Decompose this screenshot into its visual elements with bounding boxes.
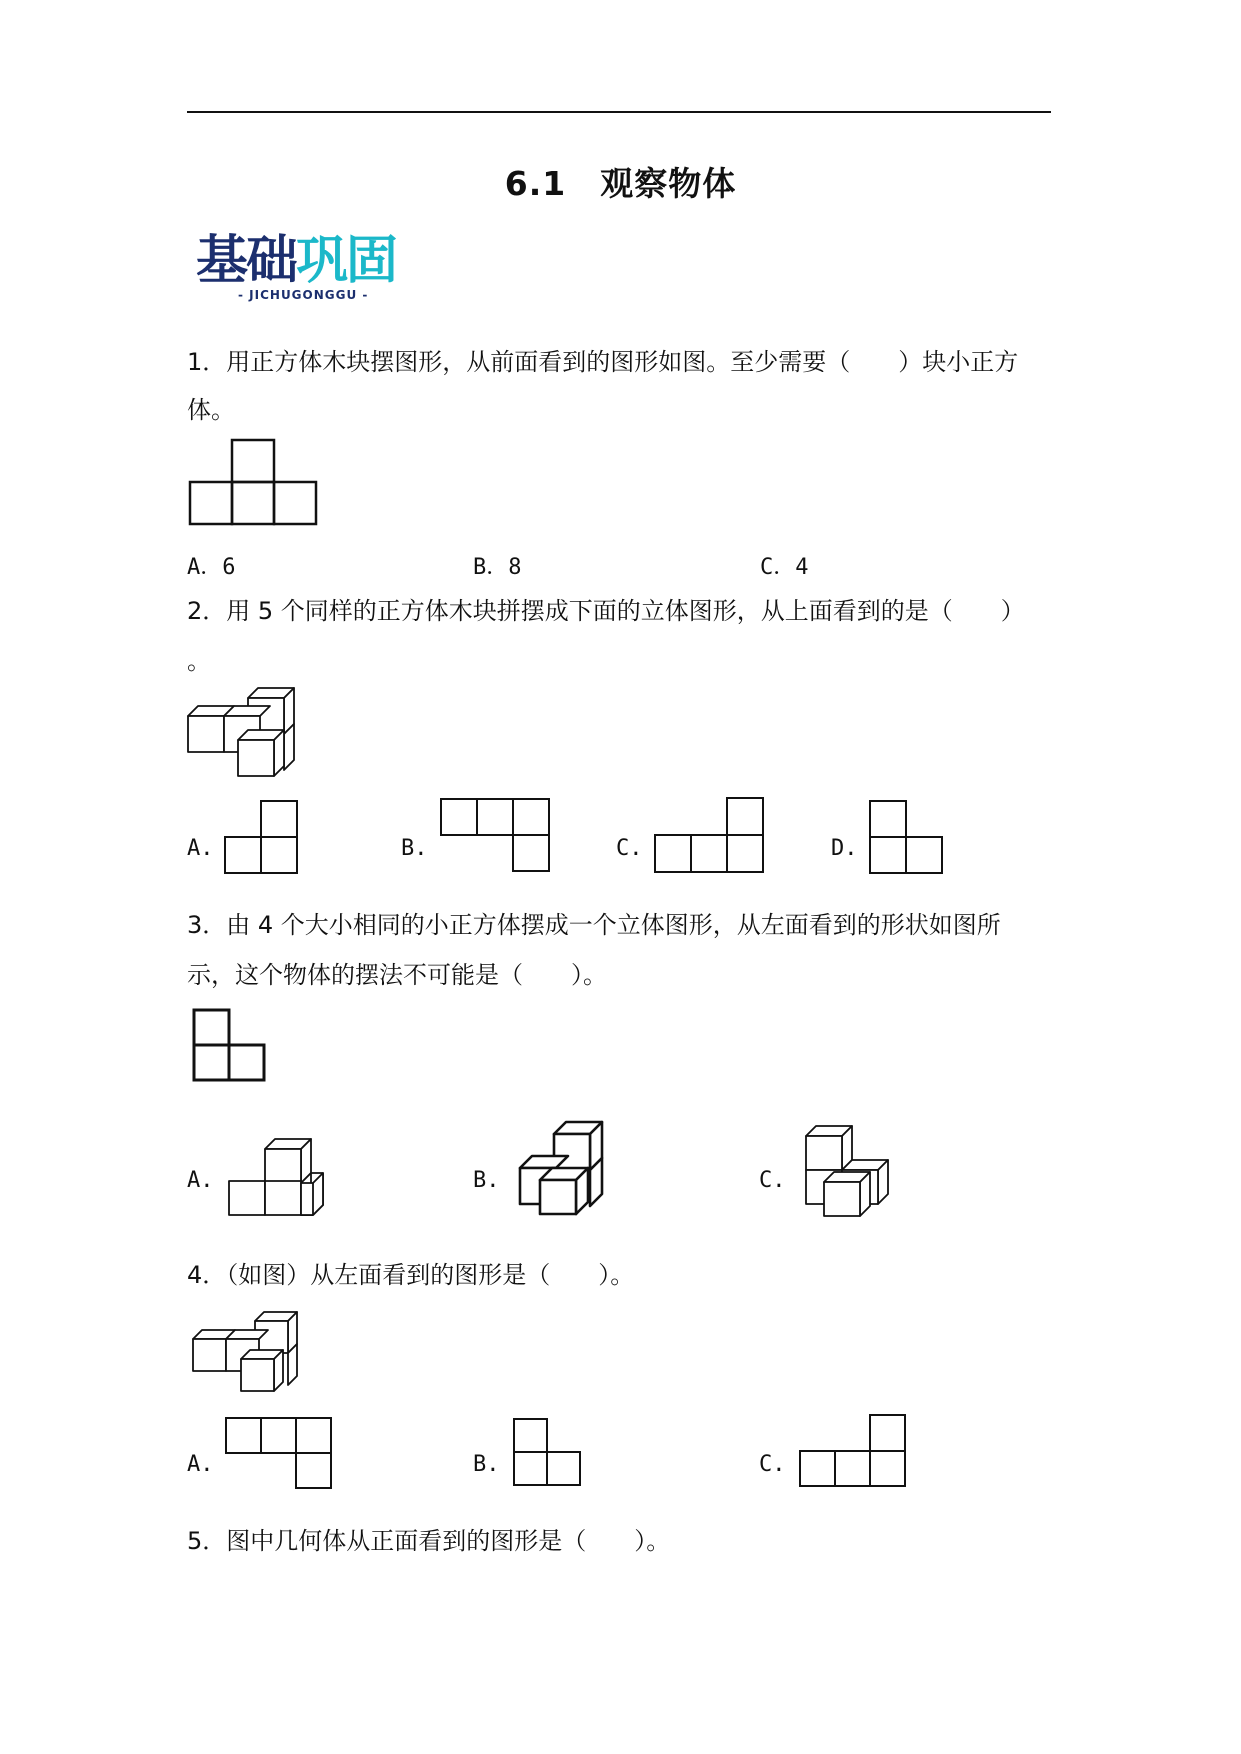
question-text: 由 4 个大小相同的小正方体摆成一个立体图形，从左面看到的形状如图所 (226, 911, 1001, 939)
q3-left-view-figure (192, 1008, 266, 1082)
badge-subtitle: - JICHUGONGGU - (238, 288, 369, 302)
q3-option-a-figure[interactable] (228, 1137, 328, 1219)
q4-option-a[interactable]: A. (187, 1452, 214, 1477)
q2-option-a-figure[interactable] (224, 800, 300, 876)
question-1-line-2: 体。 (187, 396, 235, 424)
q1-option-c[interactable]: C．4 (760, 555, 809, 580)
q4-option-c-figure[interactable] (799, 1414, 909, 1488)
question-3-line-1 (187, 900, 1001, 950)
question-text: （如图）从左面看到的图形是（ ）。 (226, 1261, 635, 1289)
question-1-line-1 (187, 337, 1018, 387)
badge-text-dark: 基础 (196, 231, 297, 291)
question-3-line-2: 示，这个物体的摆法不可能是（ ）。 (187, 961, 607, 989)
q1-option-a[interactable]: A．6 (187, 555, 236, 580)
section-badge-logo (196, 232, 410, 304)
q4-option-a-figure[interactable] (225, 1417, 335, 1489)
q3-option-c[interactable]: C. (759, 1168, 786, 1193)
q4-cube-figure (191, 1311, 303, 1393)
question-number: 2． (187, 597, 227, 625)
question-number: 3． (187, 911, 227, 939)
q2-cube-figure (186, 686, 298, 778)
badge-text-light: 巩固 (296, 231, 397, 291)
q4-option-c[interactable]: C. (759, 1452, 786, 1477)
question-number: 1． (187, 348, 227, 376)
q2-option-c[interactable]: C. (616, 836, 643, 861)
q3-option-b-figure[interactable] (518, 1120, 608, 1216)
question-5-line-1 (187, 1516, 670, 1566)
q1-front-view-figure (188, 438, 318, 524)
q4-option-b-figure[interactable] (513, 1418, 583, 1488)
question-text: 用正方体木块摆图形，从前面看到的图形如图。至少需要（ ）块小正方 (226, 348, 1019, 376)
q3-option-a[interactable]: A. (187, 1168, 214, 1193)
q2-option-d[interactable]: D. (831, 836, 858, 861)
q3-option-c-figure[interactable] (804, 1124, 894, 1218)
page-title: 6.1 观察物体 (504, 164, 737, 203)
q2-option-b-figure[interactable] (440, 798, 553, 874)
question-4-line-1 (187, 1250, 634, 1300)
q2-option-a[interactable]: A. (187, 836, 214, 861)
question-text: 图中几何体从正面看到的图形是（ ）。 (226, 1527, 671, 1555)
q3-option-b[interactable]: B. (473, 1168, 500, 1193)
question-2-line-2: 。 (187, 647, 211, 675)
question-2-line-1 (187, 586, 1025, 636)
q2-option-c-figure[interactable] (654, 797, 767, 875)
q1-option-b[interactable]: B．8 (473, 555, 522, 580)
question-number: 4． (187, 1261, 227, 1289)
q2-option-d-figure[interactable] (869, 800, 945, 876)
q4-option-b[interactable]: B. (473, 1452, 500, 1477)
question-number: 5． (187, 1527, 227, 1555)
header-rule (187, 111, 1051, 113)
question-text: 用 5 个同样的正方体木块拼摆成下面的立体图形，从上面看到的是（ ） (226, 597, 1025, 625)
q2-option-b[interactable]: B. (401, 836, 428, 861)
